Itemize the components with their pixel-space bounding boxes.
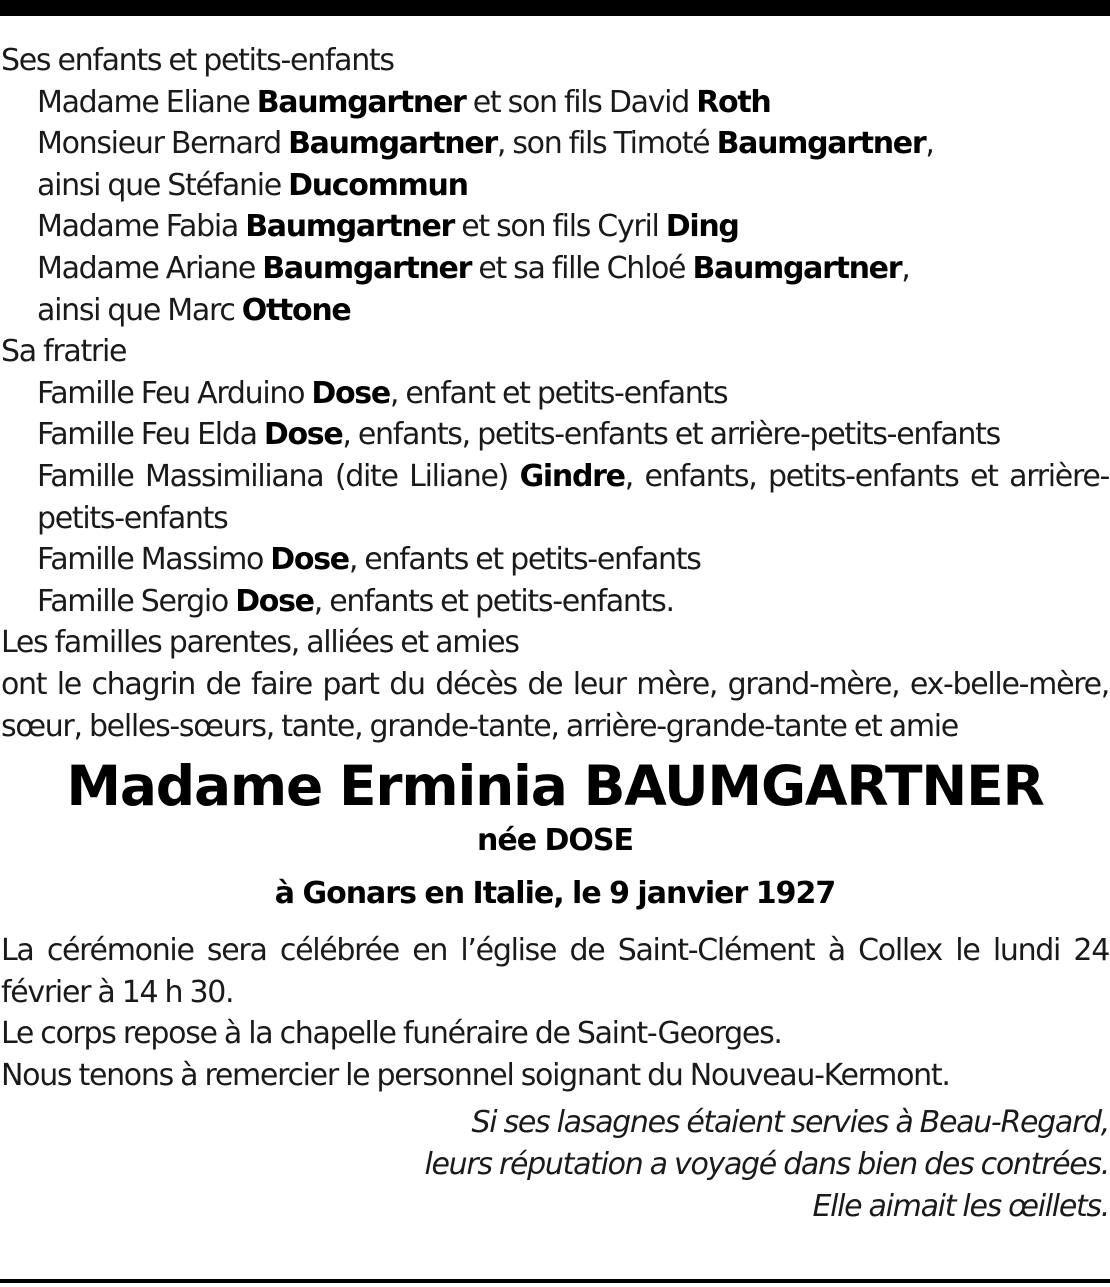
top-rule xyxy=(0,0,1110,16)
text-run: ainsi que Stéfanie xyxy=(37,167,289,203)
text-run: Famille Feu Arduino xyxy=(37,375,312,411)
closing-quote xyxy=(1,1102,1109,1227)
surname: Ding xyxy=(665,209,739,245)
surname: Baumgartner xyxy=(245,209,454,245)
text-run: Monsieur Bernard xyxy=(37,126,289,162)
surname: Dose xyxy=(270,542,349,578)
text-run: , xyxy=(925,126,934,162)
family-line xyxy=(1,456,1109,539)
text-run: ainsi que Marc xyxy=(37,292,242,328)
quote-line: Si ses lasagnes étaient servies à Beau-Regard, xyxy=(471,1105,1109,1141)
text-run: Famille Feu Elda xyxy=(37,417,264,453)
text-run: Madame Fabia xyxy=(37,209,246,245)
text-run: , enfants, petits-enfants et arrière-petits-enfants xyxy=(37,458,1110,536)
family-line xyxy=(1,414,1109,456)
children-list xyxy=(1,82,1109,332)
surname: Ottone xyxy=(241,292,351,328)
surname: Dose xyxy=(311,375,390,411)
family-line xyxy=(1,581,1109,623)
surname: Baumgartner xyxy=(692,250,902,286)
birth-info: à Gonars en Italie, le 9 janvier 1927 xyxy=(274,876,836,912)
quote-line: leurs réputation a voyagé dans bien des contrées. xyxy=(424,1147,1109,1183)
maiden-name: née DOSE xyxy=(477,823,633,859)
text-run: et son fils David xyxy=(465,84,697,120)
surname: Baumgartner xyxy=(256,84,466,120)
text-run: , enfants et petits-enfants. xyxy=(313,583,674,619)
family-line xyxy=(1,82,1109,124)
family-line xyxy=(1,539,1109,581)
text-run: Madame Eliane xyxy=(37,84,257,120)
text-run: , son fils Timoté xyxy=(496,126,717,162)
family-line xyxy=(1,123,1109,165)
body-rests-info: Le corps repose à la chapelle funéraire de Saint-Georges. xyxy=(1,1016,782,1052)
family-line xyxy=(1,248,1109,290)
ceremony-info: La cérémonie sera célébrée en l’église de Saint-Clément à Collex le lundi 24 février à 14 h 30. xyxy=(1,933,1109,1010)
text-run: et son fils Cyril xyxy=(453,209,666,245)
obituary-notice xyxy=(1,40,1109,1227)
family-line xyxy=(1,290,1109,332)
surname: Ducommun xyxy=(288,167,468,203)
quote-line: Elle aimait les œillets. xyxy=(812,1188,1109,1224)
text-run: , enfants, petits-enfants et arrière-petits-enfants xyxy=(342,417,1000,453)
surname: Dose xyxy=(235,583,314,619)
surname: Roth xyxy=(696,84,771,120)
text-run: , enfants et petits-enfants xyxy=(348,542,701,578)
deceased-name: Madame Erminia BAUMGARTNER xyxy=(66,754,1044,819)
family-line xyxy=(1,165,1109,207)
family-line xyxy=(1,206,1109,248)
surname: Baumgartner xyxy=(716,126,926,162)
announcement-text: ont le chagrin de faire part du décès de leur mère, grand-mère, ex-belle-mère, sœur, belles-sœurs, tante, grande-tante, arrière-grande-tante et amie xyxy=(1,666,1109,744)
surname: Baumgartner xyxy=(262,250,472,286)
bottom-rule xyxy=(0,1279,1110,1283)
siblings-list xyxy=(1,373,1109,623)
text-run: Famille Massimo xyxy=(37,542,271,578)
children-heading: Ses enfants et petits-enfants xyxy=(1,43,394,78)
text-run: et sa fille Chloé xyxy=(471,250,693,286)
family-line xyxy=(1,373,1109,415)
thanks-text: Nous tenons à remercier le personnel soignant du Nouveau-Kermont. xyxy=(1,1057,950,1093)
text-run: , enfant et petits-enfants xyxy=(389,375,728,411)
siblings-heading: Sa fratrie xyxy=(1,334,127,370)
surname: Dose xyxy=(263,417,343,453)
surname: Baumgartner xyxy=(288,126,497,162)
surname: Gindre xyxy=(519,458,625,494)
text-run: Famille Sergio xyxy=(37,583,236,619)
text-run: Famille Massimiliana (dite Liliane) xyxy=(37,458,520,494)
relatives-line: Les familles parentes, alliées et amies xyxy=(1,625,519,661)
text-run: , xyxy=(901,250,910,286)
text-run: Madame Ariane xyxy=(37,250,263,286)
